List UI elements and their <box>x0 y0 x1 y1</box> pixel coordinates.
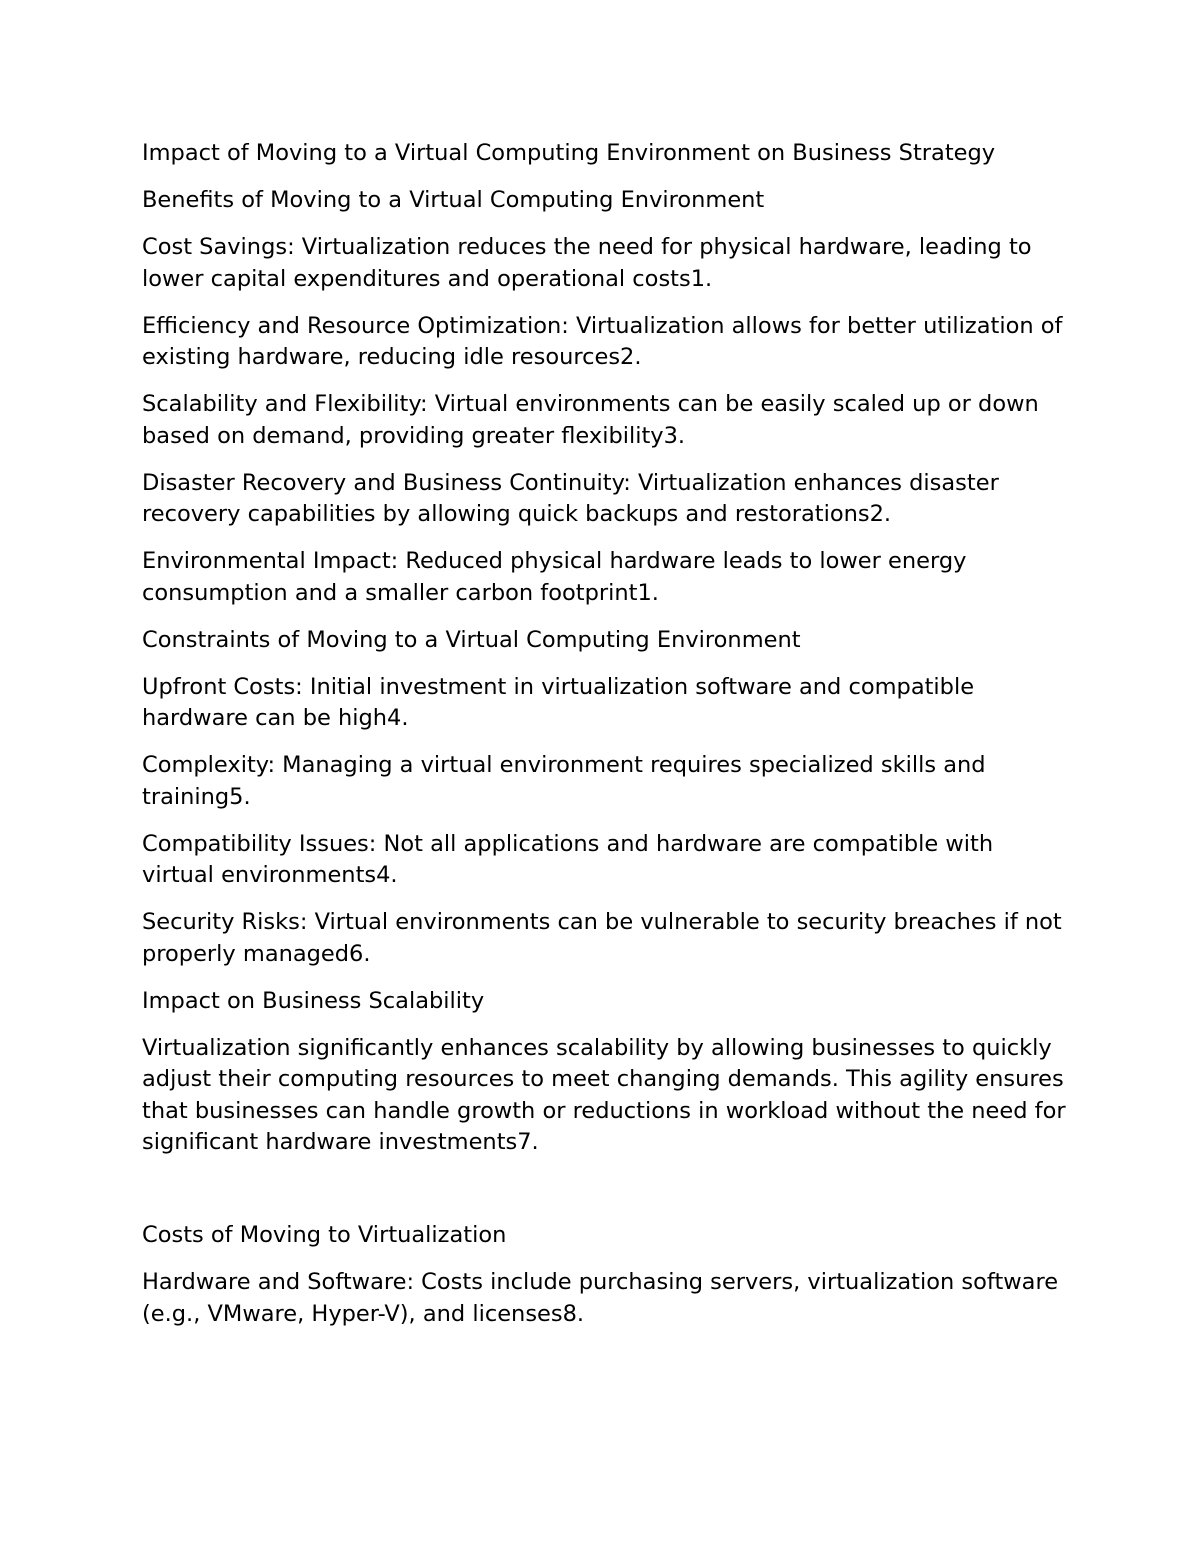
scalability-paragraph: Virtualization significantly enhances scalability by allowing businesses to quickly adjust their computing resources to meet changing demands. This agility ensures that businesses can handle growth or reductions in workload without the need for significant hardware investments7. <box>142 1034 1066 1155</box>
blank-line <box>142 1174 1072 1220</box>
constraint-complexity: Complexity: Managing a virtual environment requires specialized skills and training5. <box>142 752 986 810</box>
scalability-heading: Impact on Business Scalability <box>142 987 485 1014</box>
document-title: Impact of Moving to a Virtual Computing Environment on Business Strategy <box>142 140 996 166</box>
constraints-heading: Constraints of Moving to a Virtual Computing Environment <box>142 626 801 653</box>
cost-hardware-software: Hardware and Software: Costs include purchasing servers, virtualization software (e.g., VMware, Hyper-V), and licenses8. <box>142 1269 1059 1327</box>
document-body <box>142 138 1072 1346</box>
benefit-efficiency: Efficiency and Resource Optimization: Virtualization allows for better utilization of existing hardware, reducing idle resources2. <box>142 312 1063 370</box>
constraint-security: Security Risks: Virtual environments can be vulnerable to security breaches if not properly managed6. <box>142 909 1062 967</box>
costs-heading: Costs of Moving to Virtualization <box>142 1222 507 1248</box>
constraint-upfront-costs: Upfront Costs: Initial investment in virtualization software and compatible hardware can be high4. <box>142 673 975 731</box>
benefit-disaster-recovery: Disaster Recovery and Business Continuity: Virtualization enhances disaster recovery capabilities by allowing quick backups and restorations2. <box>142 469 999 527</box>
constraint-compatibility: Compatibility Issues: Not all applications and hardware are compatible with virtual environments4. <box>142 830 994 888</box>
benefit-scalability: Scalability and Flexibility: Virtual environments can be easily scaled up or down based on demand, providing greater flexibility3. <box>142 391 1039 449</box>
benefit-cost-savings: Cost Savings: Virtualization reduces the need for physical hardware, leading to lower capital expenditures and operational costs1. <box>142 234 1032 292</box>
benefits-heading: Benefits of Moving to a Virtual Computing Environment <box>142 187 765 213</box>
benefit-environmental: Environmental Impact: Reduced physical hardware leads to lower energy consumption and a smaller carbon footprint1. <box>142 548 967 606</box>
